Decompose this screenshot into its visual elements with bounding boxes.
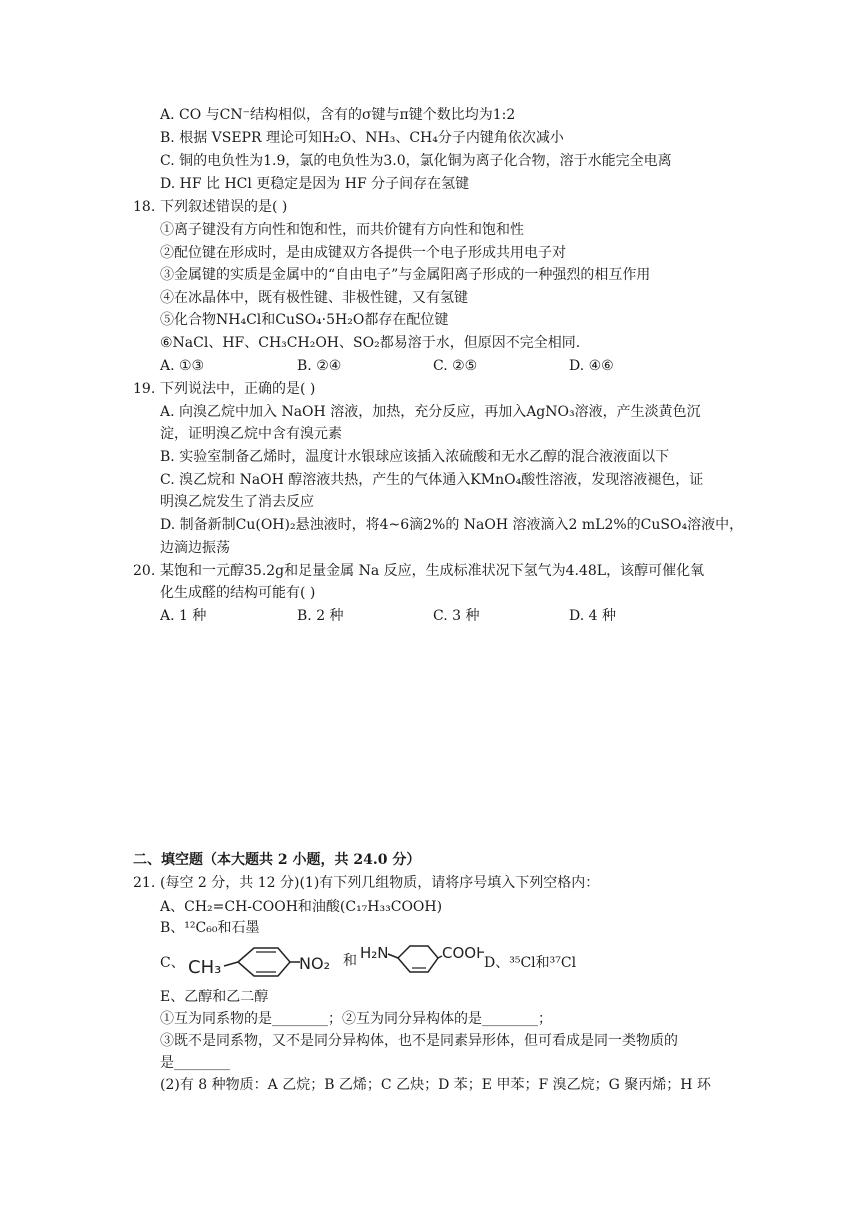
q19-line-4: C. 溴乙烷和 NaOH 醇溶液共热，产生的气体通入KMnO₄酸性溶液，发现溶液褪色，证	[160, 472, 704, 488]
q19-line-7: 边滴边振荡	[160, 540, 230, 556]
q21-part-2: (2)有 8 种物质：A 乙烷；B 乙烯；C 乙炔；D 苯；E 甲苯；F 溴乙烷；G 聚丙烯；H 环	[160, 1077, 711, 1093]
q19-line-2: 淀，证明溴乙烷中含有溴元素	[160, 426, 342, 442]
q21-number: 21.	[133, 875, 156, 891]
nitro-group: NO₂	[299, 954, 330, 973]
q20-choice-a[interactable]: A. 1 种	[160, 608, 207, 624]
q19-line-5: 明溴乙烷发生了消去反应	[160, 494, 314, 510]
q21-and: 和	[343, 953, 357, 969]
q17-option-c: C. 铜的电负性为1.9，氯的电负性为3.0，氯化铜为离子化合物，溶于水能完全电离	[160, 153, 672, 169]
q18-choice-c[interactable]: C. ②⑤	[433, 358, 478, 374]
q21-fill-2: ③既不是同系物，又不是同分异构体，也不是同素异形体，但可看成是同一类物质的	[160, 1033, 678, 1049]
methyl-group: CH₃	[188, 957, 222, 978]
q19-stem: 下列说法中，正确的是( )	[160, 381, 316, 397]
aminobenzoic-acid-structure	[358, 938, 484, 982]
section-title: 二、填空题（本大题共 2 小题，共 24.0 分）	[133, 852, 421, 868]
q17-option-a: A. CO 与CN⁻结构相似，含有的σ键与π键个数比均为1:2	[160, 107, 516, 123]
q20-line-2: 化生成醛的结构可能有( )	[160, 585, 316, 601]
q18-item-1: ①离子键没有方向性和饱和性，而共价键有方向性和饱和性	[160, 222, 524, 238]
q18-choice-a[interactable]: A. ①③	[160, 358, 205, 374]
q20-line-1: 某饱和一元醇35.2g和足量金属 Na 反应，生成标准状况下氢气为4.48L，该醇可催化氧	[160, 563, 705, 579]
q18-item-4: ④在冰晶体中，既有极性键、非极性键，又有氢键	[160, 290, 468, 306]
p-nitrotoluene-structure	[186, 940, 336, 984]
q17-option-b: B. 根据 VSEPR 理论可知H₂O、NH₃、CH₄分子内键角依次减小	[160, 130, 564, 146]
q18-item-2: ②配位键在形成时，是由成键双方各提供一个电子形成共用电子对	[160, 245, 566, 261]
q18-number: 18.	[133, 199, 156, 215]
q18-item-6: ⑥NaCl、HF、CH₃CH₂OH、SO₂都易溶于水，但原因不完全相同.	[160, 335, 581, 351]
q17-option-d: D. HF 比 HCl 更稳定是因为 HF 分子间存在氢键	[160, 176, 470, 192]
q21-option-a: A、CH₂=CH-COOH和油酸(C₁₇H₃₃COOH)	[160, 899, 443, 915]
amino-group: H₂N	[360, 944, 389, 962]
q19-number: 19.	[133, 381, 156, 397]
q20-number: 20.	[133, 563, 156, 579]
q21-option-d: D、³⁵Cl和³⁷Cl	[484, 955, 577, 971]
q20-choice-d[interactable]: D. 4 种	[569, 608, 616, 624]
q18-choice-d[interactable]: D. ④⑥	[569, 358, 614, 374]
q20-choice-b[interactable]: B. 2 种	[297, 608, 344, 624]
q21-fill-3: 是________	[160, 1055, 230, 1071]
q21-option-b: B、¹²C₆₀和石墨	[160, 920, 260, 936]
q20-choice-c[interactable]: C. 3 种	[433, 608, 480, 624]
q21-option-e: E、乙醇和乙二醇	[160, 989, 269, 1005]
q19-line-1: A. 向溴乙烷中加入 NaOH 溶液，加热，充分反应，再加入AgNO₃溶液，产生淡黄色沉	[160, 404, 701, 420]
q19-line-6: D. 制备新制Cu(OH)₂悬浊液时，将4~6滴2%的 NaOH 溶液滴入2 mL2%的CuSO₄溶液中，	[160, 517, 744, 533]
carboxyl-group: COOH	[442, 944, 484, 962]
q18-item-3: ③金属键的实质是金属中的“自由电子”与金属阳离子形成的一种强烈的相互作用	[160, 267, 651, 283]
q18-item-5: ⑤化合物NH₄Cl和CuSO₄·5H₂O都存在配位键	[160, 312, 449, 328]
q18-stem: 下列叙述错误的是( )	[160, 199, 288, 215]
q19-line-3: B. 实验室制备乙烯时，温度计水银球应该插入浓硫酸和无水乙醇的混合液液面以下	[160, 449, 670, 465]
q21-fill-1: ①互为同系物的是________；②互为同分异构体的是________；	[160, 1011, 552, 1027]
q21-stem: (每空 2 分，共 12 分)(1)有下列几组物质，请将序号填入下列空格内：	[160, 875, 600, 891]
q21-option-c-label: C、	[160, 955, 185, 971]
q18-choice-b[interactable]: B. ②④	[297, 358, 342, 374]
